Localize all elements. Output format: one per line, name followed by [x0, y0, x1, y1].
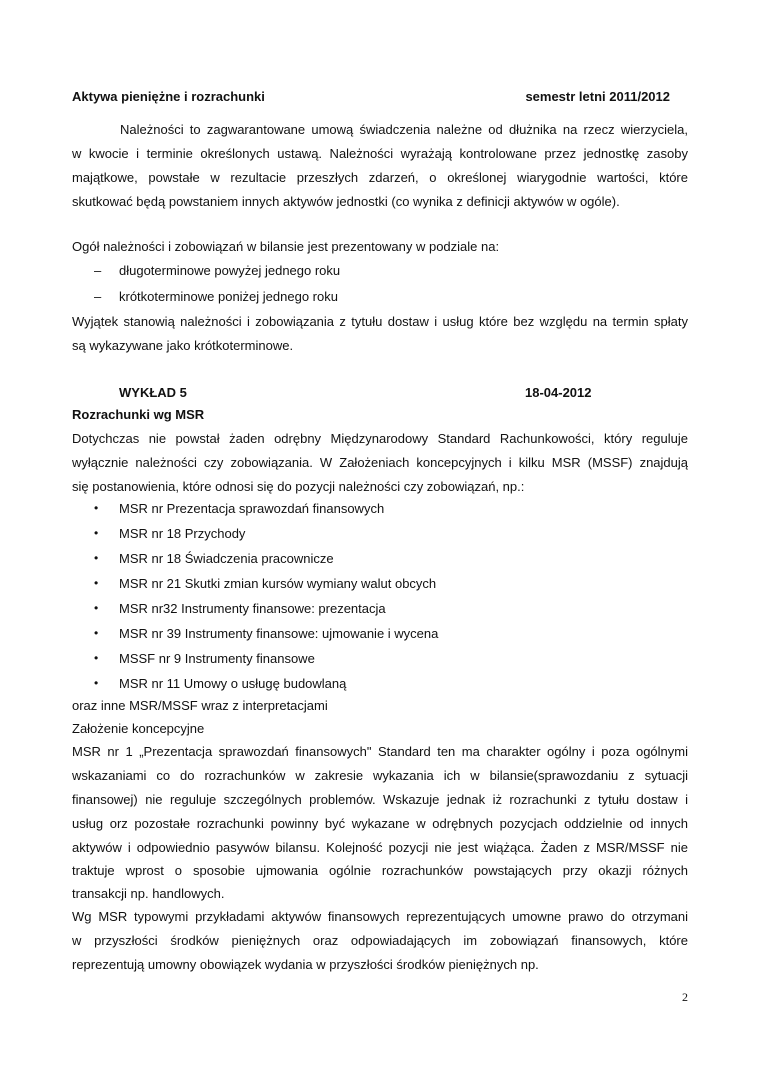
list-item-text: MSR nr Prezentacja sprawozdań finansowych: [119, 501, 385, 516]
list-item-text: MSR nr 18 Świadczenia pracownicze: [119, 551, 334, 566]
page-header: [72, 88, 688, 105]
bullet-marker: •: [94, 676, 99, 690]
document-page: [72, 0, 688, 1075]
bullet-marker: •: [94, 551, 99, 565]
section-title: Rozrachunki wg MSR: [72, 407, 205, 422]
bullet-marker: •: [94, 626, 99, 640]
list-item-text: MSR nr 21 Skutki zmian kursów wymiany walut obcych: [119, 576, 437, 591]
list-item-text: MSR nr 18 Przychody: [119, 526, 246, 541]
list-item-text: krótkoterminowe poniżej jednego roku: [119, 289, 338, 304]
paragraph-line: reprezentują umowny obowiązek wydania w przyszłości środków pieniężnych np.: [72, 957, 539, 972]
paragraph-line: Wg MSR typowymi przykładami aktywów finansowych reprezentujących umowne prawo do otrzymani: [72, 909, 688, 924]
list-item-text: MSR nr 11 Umowy o usługę budowlaną: [119, 676, 347, 691]
paragraph-line: Założenie koncepcyjne: [72, 721, 205, 736]
paragraph-line: finansowej) nie reguluje szczególnych problemów. Wskazuje jednak iż rozrachunki z tytułu dostaw i: [72, 792, 688, 807]
bullet-marker: •: [94, 651, 99, 665]
bullet-marker: •: [94, 501, 99, 515]
list-item-text: MSR nr 39 Instrumenty finansowe: ujmowanie i wycena: [119, 626, 439, 641]
paragraph-line: w kwocie i terminie określonych ustawą. Należności wyrażają kontrolowane przez jednostkę zasoby: [72, 146, 688, 161]
paragraph-line: wskazaniami co do rozrachunków w zakresie wykazania ich w bilansie(sprawozdaniu z sytuacji: [72, 768, 688, 783]
paragraph-line: są wykazywane jako krótkoterminowe.: [72, 338, 294, 353]
lecture-label: WYKŁAD 5: [119, 385, 187, 400]
paragraph-line: aktywów i odpowiednio pasywów bilansu. Kolejność pozycji nie jest wiążąca. Żaden z MSR/MSSF nie: [72, 840, 688, 855]
paragraph-line: wyłącznie należności czy zobowiązania. W Założeniach koncepcyjnych i kilku MSR (MSSF) znajdują: [72, 455, 688, 470]
paragraph-line: majątkowe, powstałe w rezultacie przeszłych zdarzeń, o określonej wiarygodnie wartości, które: [72, 170, 688, 185]
paragraph-line: MSR nr 1 „Prezentacja sprawozdań finansowych" Standard ten ma charakter ogólny i poza ogólnymi: [72, 744, 688, 759]
bullet-marker: •: [94, 601, 99, 615]
paragraph-line: oraz inne MSR/MSSF wraz z interpretacjami: [72, 698, 328, 713]
paragraph-line: Dotychczas nie powstał żaden odrębny Międzynarodowy Standard Rachunkowości, który reguluje: [72, 431, 688, 446]
list-item-text: długoterminowe powyżej jednego roku: [119, 263, 341, 278]
list-item-text: MSR nr32 Instrumenty finansowe: prezentacja: [119, 601, 386, 616]
paragraph-line: Należności to zagwarantowane umową świadczenia należne od dłużnika na rzecz wierzyciela,: [120, 122, 688, 137]
paragraph-line: traktuje wprost o sposobie ujmowania ogólnie rozrachunków powstających przy okazji różnych: [72, 863, 688, 878]
header-title: Aktywa pieniężne i rozrachunki: [72, 89, 265, 104]
paragraph-line: Ogół należności i zobowiązań w bilansie jest prezentowany w podziale na:: [72, 239, 500, 254]
paragraph-line: skutkować będą powstaniem innych aktywów jednostki (co wynika z definicji aktywów w ogóle).: [72, 194, 620, 209]
bullet-marker: •: [94, 526, 99, 540]
bullet-marker: •: [94, 576, 99, 590]
dash-marker: –: [94, 289, 102, 304]
paragraph-line: Wyjątek stanowią należności i zobowiązania z tytułu dostaw i usług które bez względu na termin spłaty: [72, 314, 688, 329]
lecture-date: 18-04-2012: [525, 385, 592, 400]
paragraph-line: usług orz pozostałe rozrachunki powinny być wykazane w odrębnych pozycjach oddzielnie od innych: [72, 816, 688, 831]
paragraph-line: się postanowienia, które odnosi się do pozycji należności czy zobowiązań, np.:: [72, 479, 525, 494]
paragraph-line: transakcji np. handlowych.: [72, 886, 225, 901]
header-semester: semestr letni 2011/2012: [525, 89, 670, 104]
paragraph-line: w przyszłości środków pieniężnych oraz odpowiadających im zobowiązań finansowych, które: [72, 933, 688, 948]
dash-marker: –: [94, 263, 102, 278]
list-item-text: MSSF nr 9 Instrumenty finansowe: [119, 651, 315, 666]
page-number: 2: [682, 990, 688, 1004]
